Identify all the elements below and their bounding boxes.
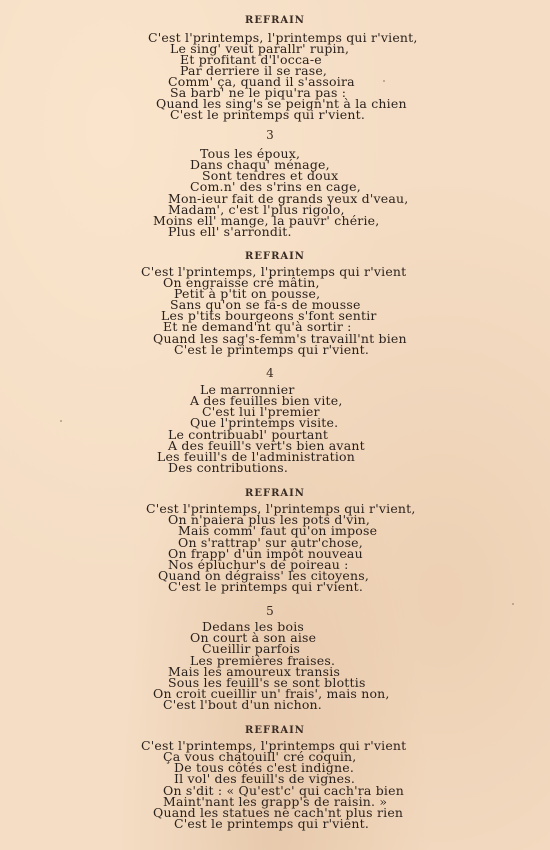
refrain-heading: REFRAIN xyxy=(245,251,305,262)
stanza-number: 5 xyxy=(266,604,274,618)
verse-line: Sous les feuill's se sont blottis xyxy=(168,675,366,690)
paper-speck xyxy=(60,420,62,422)
verse-line: Mais les amoureux transis xyxy=(168,664,341,679)
verse-line: Quand on dégraiss' les citoyens, xyxy=(158,568,370,583)
verse-line: C'est l'bout d'un nichon. xyxy=(163,697,322,712)
verse-line: Et ne demand'nt qu'à sortir : xyxy=(163,319,352,334)
verse-line: Les premières fraises. xyxy=(190,653,336,668)
verse-line: Maint'nant les grapp's de raisin. » xyxy=(163,794,388,809)
verse-line: On s'rattrap' sur autr'chose, xyxy=(178,535,363,550)
verse-line: Sa barb' ne le piqu'ra pas : xyxy=(170,85,347,100)
verse-line: Sans qu'on se fa-s de mousse xyxy=(170,297,361,312)
verse-line: C'est le printemps qui r'vient. xyxy=(170,107,366,122)
verse-line: Nos épluchur's de poireau : xyxy=(168,557,349,572)
verse-line: Et profitant d'l'occa-e xyxy=(180,52,322,67)
verse-line: De tous côtés c'est indigne. xyxy=(174,760,355,775)
verse-line: Mon-ieur fait de grands yeux d'veau, xyxy=(168,191,409,206)
verse-line: Comm' ça, quand il s'assoira xyxy=(168,74,355,89)
paper-speck xyxy=(512,603,514,605)
verse-line: Quand les sing's se peign'nt à la chien xyxy=(156,96,407,111)
stanza-number: 3 xyxy=(266,128,274,142)
verse-line: C'est l'printemps, l'printemps qui r'vient, xyxy=(148,30,418,45)
refrain-heading: REFRAIN xyxy=(245,725,305,736)
verse-line: Les feuill's de l'administration xyxy=(157,449,356,464)
verse-line: Moins ell' mange, la pauvr' chérie, xyxy=(153,213,380,228)
verse-line: Quand les sag's-femm's travaill'nt bien xyxy=(153,331,407,346)
verse-line: Dans chaqu' ménage, xyxy=(190,157,330,172)
verse-line: C'est l'printemps, l'printemps qui r'vient xyxy=(141,264,407,279)
verse-line: Quand les statues ne cach'nt plus rien xyxy=(153,805,404,820)
paper-speck xyxy=(383,80,385,82)
verse-line: Ça vous chatouill' cré coquin, xyxy=(163,749,357,764)
verse-line: C'est le printemps qui r'vient. xyxy=(174,342,370,357)
verse-line: A des feuilles bien vite, xyxy=(190,393,343,408)
verse-line: Sont tendres et doux xyxy=(202,168,339,183)
verse-line: C'est le printemps qui r'vient. xyxy=(174,816,370,831)
verse-line: Le sing' veut parallr' rupin, xyxy=(170,41,350,56)
verse-line: Il vol' des feuill's de vignes. xyxy=(174,771,356,786)
verse-line: A des feuill's vert's bien avant xyxy=(168,438,365,453)
refrain-heading: REFRAIN xyxy=(245,488,305,499)
verse-line: C'est l'printemps, l'printemps qui r'vient xyxy=(141,738,407,753)
verse-line: Par derriere il se rase, xyxy=(180,63,328,78)
verse-line: On frapp' d'un impôt nouveau xyxy=(168,546,363,561)
refrain-heading: REFRAIN xyxy=(245,15,305,26)
verse-line: Plus ell' s'arrondit. xyxy=(168,224,292,239)
verse-line: On engraisse cré mâtin, xyxy=(163,275,320,290)
verse-line: Le marronnier xyxy=(200,382,295,397)
verse-line: Petit à p'tit on pousse, xyxy=(174,286,321,301)
verse-line: Les p'tits bourgeons s'font sentir xyxy=(161,308,377,323)
verse-line: Dedans les bois xyxy=(202,619,305,634)
verse-line: On s'dit : « Qu'est'c' qui cach'ra bien xyxy=(163,783,404,798)
verse-line: C'est le printemps qui r'vient. xyxy=(168,579,364,594)
verse-line: C'est lui l'premier xyxy=(202,404,320,419)
verse-line: Tous les époux, xyxy=(200,146,301,161)
verse-line: Des contributions. xyxy=(168,460,289,475)
verse-line: Cueillir parfois xyxy=(202,641,301,656)
verse-line: C'est l'printemps, l'printemps qui r'vient, xyxy=(146,501,416,516)
verse-line: On n'paiera plus les pots d'vin, xyxy=(168,512,371,527)
stanza-number: 4 xyxy=(266,366,274,380)
verse-line: On croit cueillir un' frais', mais non, xyxy=(153,686,390,701)
verse-line: Madam', c'est l'plus rigolo, xyxy=(168,202,345,217)
verse-line: Le contribuabl' pourtant xyxy=(168,427,329,442)
verse-line: Que l'printemps visite. xyxy=(190,415,339,430)
verse-line: Mais comm' faut qu'on impose xyxy=(178,523,378,538)
verse-line: On court à son aise xyxy=(190,630,317,645)
verse-line: Com.n' des s'rins en cage, xyxy=(190,179,361,194)
